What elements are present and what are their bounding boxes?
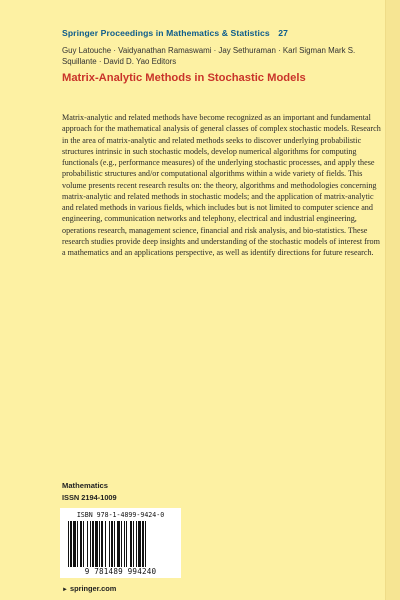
publisher-url[interactable] <box>62 584 116 593</box>
cover-edge-strip <box>385 0 400 600</box>
subject-label: Mathematics <box>62 481 109 490</box>
publisher-url-text: springer.com <box>69 584 117 593</box>
issn-label: ISSN 2194-1009 <box>62 493 117 502</box>
isbn-label: ISBN 978-1-4899-9424-0 <box>76 511 165 519</box>
book-description: Matrix-analytic and related methods have become recognized as an important and fundamental approach for the mathematical analysis of general classes of complex stochastic models. Research in the area of matrix-analytic and related methods seeks to discover underlying probabilistic structures intrinsic in such stochastic models, develop numerical algorithms for computing functionals (e.g., performance measures) of the underlying stochastic processes, and apply these probabilistic structures and/or computational algorithms within a wide variety of fields. This volume presents recent research results on: the theory, algorithms and methodologies concerning matrix-analytic and related methods in stochastic models; and the application of matrix-analytic and related methods in various fields, which includes but is not limited to computer science and engineering, communication networks and telephony, electrical and industrial engineering, operations research, management science, financial and risk analysis, and bio-statistics. These research studies provide deep insights and understanding of the stochastic models of interest from a mathematics and an applications perspective, as well as identify directions for future research. <box>62 113 381 257</box>
series-volume: 27 <box>278 28 289 38</box>
editors-list: Guy Latouche · Vaidyanathan Ramaswami · Jay Sethuraman · Karl Sigman Mark S. Squillante · David D. Yao Editors <box>62 46 356 66</box>
book-title: Matrix-Analytic Methods in Stochastic Models <box>62 72 306 84</box>
barcode-bars <box>68 521 176 567</box>
series-heading <box>62 28 288 38</box>
isbn-digits: 9 781489 994240 <box>84 567 157 576</box>
series-name: Springer Proceedings in Mathematics & Statistics <box>62 28 270 38</box>
arrow-icon: ► <box>62 587 68 593</box>
isbn-barcode <box>60 508 181 578</box>
